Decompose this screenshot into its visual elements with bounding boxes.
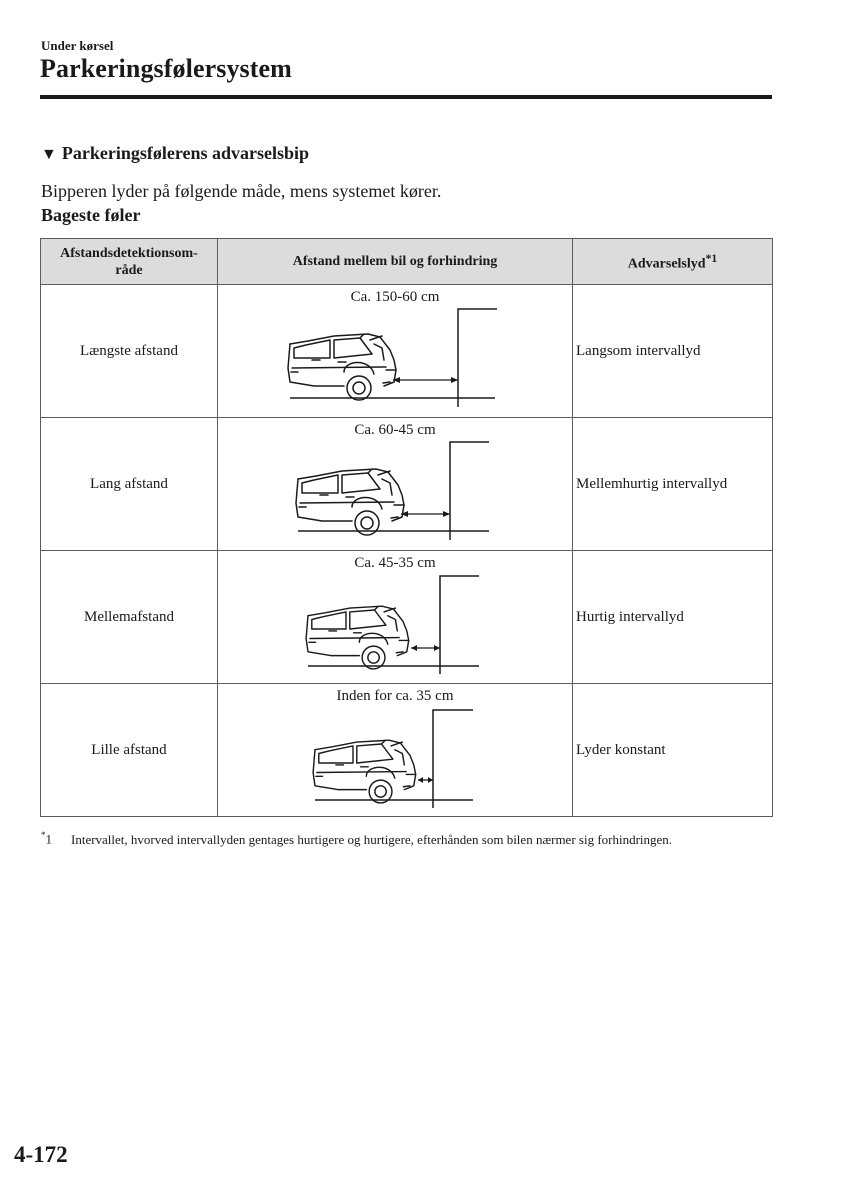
footnote-text: Intervallet, hvorved intervallyden gentages hurtigere og hurtigere, efterhånden som bilen nærmer sig forhindringen. xyxy=(71,832,673,847)
sound-cell: Hurtig intervallyd xyxy=(573,551,773,684)
header-range xyxy=(41,239,218,285)
title-rule xyxy=(40,95,772,99)
table-header-row xyxy=(41,239,773,285)
table-row xyxy=(41,684,773,817)
footnote-asterisk: * xyxy=(41,830,46,840)
header-range-line1: Afstandsdetektionsom- xyxy=(60,245,198,261)
obstacle-wall xyxy=(458,309,497,407)
car-icon xyxy=(306,606,409,669)
range-cell: Mellemafstand xyxy=(41,551,218,684)
subsection-heading xyxy=(41,143,309,164)
obstacle-wall xyxy=(440,576,479,674)
table-row xyxy=(41,551,773,684)
car-distance-illustration xyxy=(218,684,573,816)
car-icon xyxy=(288,334,396,400)
header-distance: Afstand mellem bil og forhindring xyxy=(218,239,573,285)
page-title: Parkeringsfølersystem xyxy=(40,54,292,83)
illustration-cell xyxy=(218,285,573,418)
header-range-line2: råde xyxy=(115,262,143,278)
table-heading: Bageste føler xyxy=(41,205,141,225)
illustration-cell xyxy=(218,418,573,551)
car-icon xyxy=(313,740,416,803)
table-row xyxy=(41,285,773,418)
distance-arrow xyxy=(418,777,433,783)
table-row xyxy=(41,418,773,551)
sound-cell: Lyder konstant xyxy=(573,684,773,817)
range-cell: Lang afstand xyxy=(41,418,218,551)
distance-arrow xyxy=(393,377,458,383)
car-distance-illustration xyxy=(218,551,573,683)
distance-label: Ca. 60-45 cm xyxy=(354,422,436,438)
distance-label: Ca. 45-35 cm xyxy=(354,555,436,571)
distance-arrow xyxy=(411,645,440,651)
distance-label: Ca. 150-60 cm xyxy=(350,289,440,305)
sound-cell: Langsom intervallyd xyxy=(573,285,773,418)
footnote-ref: *1 xyxy=(705,252,718,266)
car-distance-illustration xyxy=(218,418,573,550)
page-number: 4-172 xyxy=(14,1142,68,1167)
header-sound-label: Advarselslyd xyxy=(627,256,706,272)
intro-text: Bipperen lyder på følgende måde, mens systemet kører. xyxy=(41,181,442,201)
header-sound xyxy=(573,239,773,285)
sensor-table xyxy=(40,238,773,817)
range-cell: Lille afstand xyxy=(41,684,218,817)
illustration-cell xyxy=(218,551,573,684)
obstacle-wall xyxy=(450,442,489,540)
section-label: Under kørsel xyxy=(41,38,114,53)
distance-label: Inden for ca. 35 cm xyxy=(336,688,454,704)
footnote-number: 1 xyxy=(45,831,52,847)
range-cell: Længste afstand xyxy=(41,285,218,418)
triangle-down-icon: ▼ xyxy=(41,146,57,163)
car-distance-illustration xyxy=(218,285,573,417)
sound-cell: Mellemhurtig intervallyd xyxy=(573,418,773,551)
obstacle-wall xyxy=(433,710,473,808)
car-icon xyxy=(296,469,404,535)
illustration-cell xyxy=(218,684,573,817)
subsection-title: Parkeringsfølerens advarselsbip xyxy=(61,143,310,163)
distance-arrow xyxy=(401,511,450,517)
footnote-mark xyxy=(41,830,52,847)
